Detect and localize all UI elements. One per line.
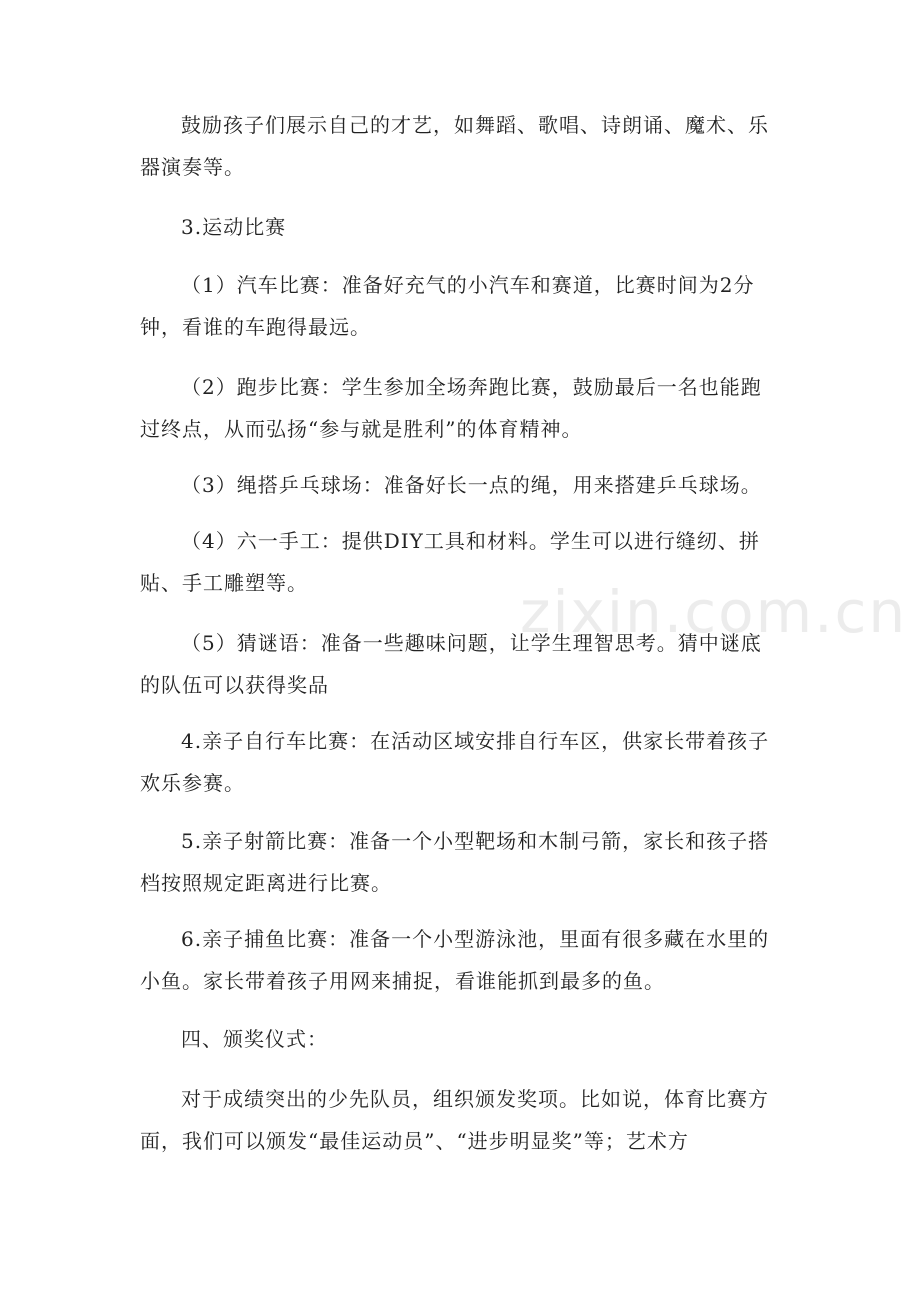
paragraph-archery: 5.亲子射箭比赛：准备一个小型靶场和木制弓箭，家长和孩子搭档按照规定距离进行比赛。 bbox=[140, 829, 770, 895]
heading-award-ceremony: 四、颁奖仪式： bbox=[181, 1027, 328, 1051]
paragraph-running: （2）跑步比赛：学生参加全场奔跑比赛，鼓励最后一名也能跑过终点，从而弘扬“参与就是胜利”的体育精神。 bbox=[140, 375, 762, 441]
paragraph-awards: 对于成绩突出的少先队员，组织颁发奖项。比如说，体育比赛方面，我们可以颁发“最佳运动员”、“进步明显奖”等；艺术方 bbox=[140, 1087, 769, 1153]
watermark: zixin.com.cn bbox=[520, 578, 908, 646]
paragraph-handicraft: （4）六一手工：提供DIY工具和材料。学生可以进行缝纫、拼贴、手工雕塑等。 bbox=[140, 529, 760, 595]
paragraph-riddles: （5）猜谜语：准备一些趣味问题，让学生理智思考。猜中谜底的队伍可以获得奖品 bbox=[140, 631, 762, 697]
paragraph-fishing: 6.亲子捕鱼比赛：准备一个小型游泳池，里面有很多藏在水里的小鱼。家长带着孩子用网来捕捉，看谁能抓到最多的鱼。 bbox=[140, 927, 770, 993]
paragraph-car-race: （1）汽车比赛：准备好充气的小汽车和赛道，比赛时间为2分钟，看谁的车跑得最远。 bbox=[140, 273, 755, 339]
paragraph-talent: 鼓励孩子们展示自己的才艺，如舞蹈、歌唱、诗朗诵、魔术、乐器演奏等。 bbox=[140, 113, 769, 179]
paragraph-bike-race: 4.亲子自行车比赛：在活动区域安排自行车区，供家长带着孩子欢乐参赛。 bbox=[140, 729, 770, 795]
paragraph-rope-pingpong: （3）绳搭乒乓球场：准备好长一点的绳，用来搭建乒乓球场。 bbox=[181, 473, 762, 497]
heading-sports: 3.运动比赛 bbox=[181, 215, 287, 239]
